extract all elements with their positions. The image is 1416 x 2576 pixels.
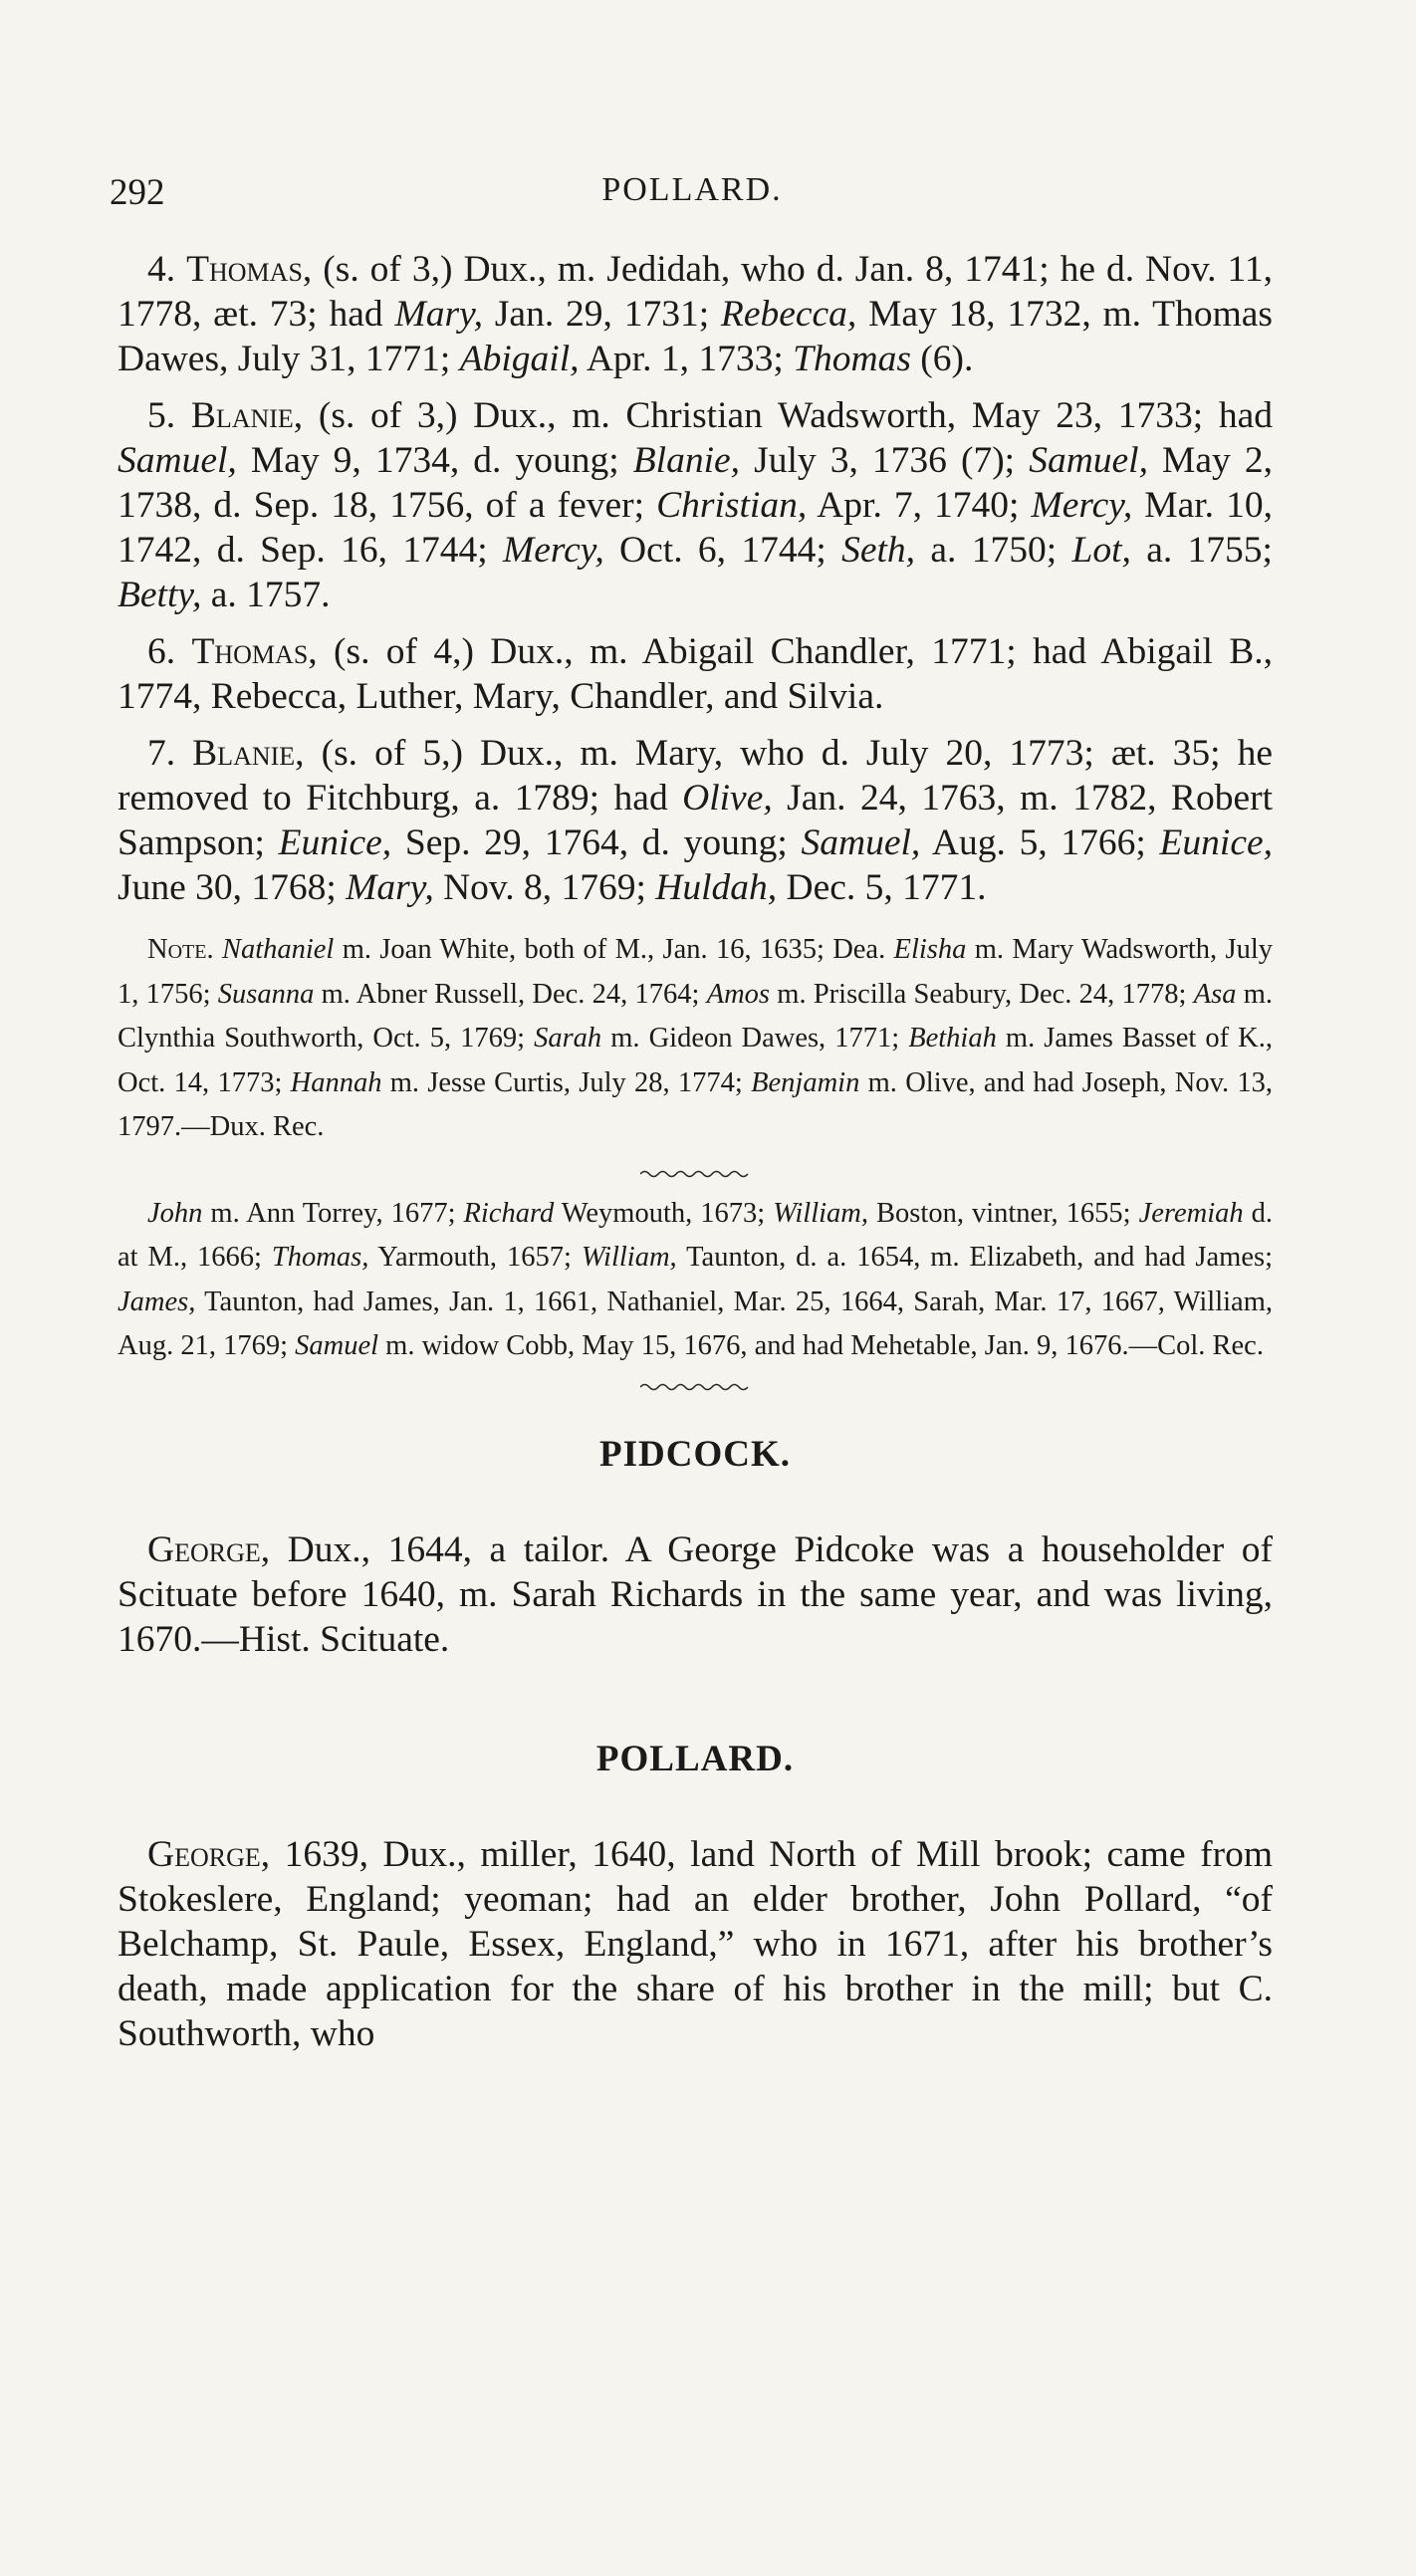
italic-name: John (147, 1197, 203, 1229)
italic-name: Olive, (682, 778, 773, 819)
small-caps-name: George, (147, 1528, 271, 1570)
italic-name: Bethiah (908, 1023, 997, 1054)
italic-name: Abigail, (459, 339, 580, 379)
italic-name: Seth, (841, 530, 916, 571)
italic-name: Huldah, (655, 867, 778, 908)
italic-name: Susanna (217, 978, 315, 1010)
italic-name: Thomas, (271, 1242, 369, 1273)
italic-name: William, (581, 1242, 677, 1273)
genealogy-entry: 4. Thomas, (s. of 3,) Dux., m. Jedidah, who d. Jan. 8, 1741; he d. Nov. 11, 1778, æt. 73; had Mary, Jan. 29, 1731; Rebecca, May 18, 1732, m. Thomas Dawes, July 31, 1771; Abigail, Apr. 1, 1733; Thomas (6). (118, 249, 1273, 379)
colony-records-note: John m. Ann Torrey, 1677; Richard Weymouth, 1673; William, Boston, vintner, 1655; Jeremiah d. at M., 1666; Thomas, Yarmouth, 1657; William, Taunton, d. a. 1654, m. Elizabeth, and had James; James, Taunton, had James, Jan. 1, 1661, Nathaniel, Mar. 25, 1664, Sarah, Mar. 17, 1667, William, Aug. 21, 1769; Samuel m. widow Cobb, May 15, 1676, and had Mehetable, Jan. 9, 1676.—Col. Rec. (118, 1197, 1273, 1361)
italic-name: Nathaniel (221, 934, 335, 965)
italic-name: Samuel, (118, 440, 237, 481)
small-caps-name: Blanie, (190, 395, 304, 436)
small-caps-name: Thomas, (191, 631, 318, 672)
italic-name: Mercy, (503, 530, 604, 571)
italic-name: Hannah (290, 1066, 382, 1098)
genealogy-entry: 7. Blanie, (s. of 5,) Dux., m. Mary, who d. July 20, 1773; æt. 35; he removed to Fitchburg, a. 1789; had Olive, Jan. 24, 1763, m. 1782, Robert Sampson; Eunice, Sep. 29, 1764, d. young; Samuel, Aug. 5, 1766; Eunice, June 30, 1768; Mary, Nov. 8, 1769; Huldah, Dec. 5, 1771. (118, 733, 1274, 908)
italic-name: Rebecca, (720, 294, 857, 335)
running-title: POLLARD. (601, 171, 783, 208)
italic-name: Blanie, (632, 440, 741, 481)
italic-name: Mercy, (1031, 485, 1133, 526)
wavy-divider (640, 1168, 750, 1180)
italic-name: Lot, (1071, 530, 1131, 571)
italic-name: Jeremiah (1138, 1197, 1244, 1229)
genealogy-entry: 5. Blanie, (s. of 3,) Dux., m. Christian Wadsworth, May 23, 1733; had Samuel, May 9, 1734, d. young; Blanie, July 3, 1736 (7); Samuel, May 2, 1738, d. Sep. 18, 1756, of a fever; Christian, Apr. 7, 1740; Mercy, Mar. 10, 1742, d. Sep. 16, 1744; Mercy, Oct. 6, 1744; Seth, a. 1750; Lot, a. 1755; Betty, a. 1757. (118, 395, 1274, 615)
pollard-entry: George, 1639, Dux., miller, 1640, land North of Mill brook; came from Stokeslere, England; yeoman; had an elder brother, John Pollard, “of Belchamp, St. Paule, Essex, England,” who in 1671, after his brother’s death, made application for the share of his brother in the mill; but C. Southworth, who (118, 1833, 1273, 2054)
italic-name: Benjamin (751, 1066, 860, 1098)
italic-name: William, (773, 1197, 869, 1229)
italic-name: Mary, (346, 867, 434, 908)
italic-name: Asa (1193, 978, 1237, 1010)
wavy-divider (640, 1381, 750, 1393)
small-caps-name: Note. (147, 934, 214, 965)
genealogy-entry: 6. Thomas, (s. of 4,) Dux., m. Abigail Chandler, 1771; had Abigail B., 1774, Rebecca, Luther, Mary, Chandler, and Silvia. (118, 631, 1274, 717)
page-header (110, 171, 1275, 221)
italic-name: Samuel, (1029, 440, 1148, 481)
pidcock-entry: George, Dux., 1644, a tailor. A George Pidcoke was a householder of Scituate before 1640, m. Sarah Richards in the same year, and was living, 1670.—Hist. Scituate. (118, 1528, 1273, 1660)
small-caps-name: Thomas, (186, 249, 313, 290)
page-body (118, 247, 1273, 2068)
italic-name: Sarah (534, 1023, 602, 1054)
italic-name: Samuel (295, 1330, 379, 1361)
italic-name: Richard (463, 1197, 555, 1229)
italic-name: Mary, (394, 294, 484, 335)
small-caps-name: George, (147, 1833, 271, 1875)
duxbury-records-note: Note. Nathaniel m. Joan White, both of M., Jan. 16, 1635; Dea. Elisha m. Mary Wadsworth, July 1, 1756; Susanna m. Abner Russell, Dec. 24, 1764; Amos m. Priscilla Seabury, Dec. 24, 1778; Asa m. Clynthia Southworth, Oct. 5, 1769; Sarah m. Gideon Dawes, 1771; Bethiah m. James Basset of K., Oct. 14, 1773; Hannah m. Jesse Curtis, July 28, 1774; Benjamin m. Olive, and had Joseph, Nov. 13, 1797.—Dux. Rec. (118, 934, 1273, 1142)
italic-name: Elisha (893, 934, 967, 965)
italic-name: Amos (706, 978, 771, 1010)
italic-name: Eunice, (1159, 822, 1274, 863)
small-caps-name: Blanie, (192, 733, 305, 774)
page-number: 292 (110, 172, 165, 213)
italic-name: James, (118, 1286, 196, 1317)
italic-name: Betty, (118, 575, 202, 615)
italic-name: Christian, (656, 485, 808, 526)
italic-name: Samuel, (801, 822, 921, 863)
surname-heading-pollard: POLLARD. (595, 1738, 795, 1779)
italic-name: Thomas (793, 339, 911, 379)
italic-name: Eunice, (278, 822, 392, 863)
surname-heading-pidcock: PIDCOCK. (599, 1433, 791, 1475)
